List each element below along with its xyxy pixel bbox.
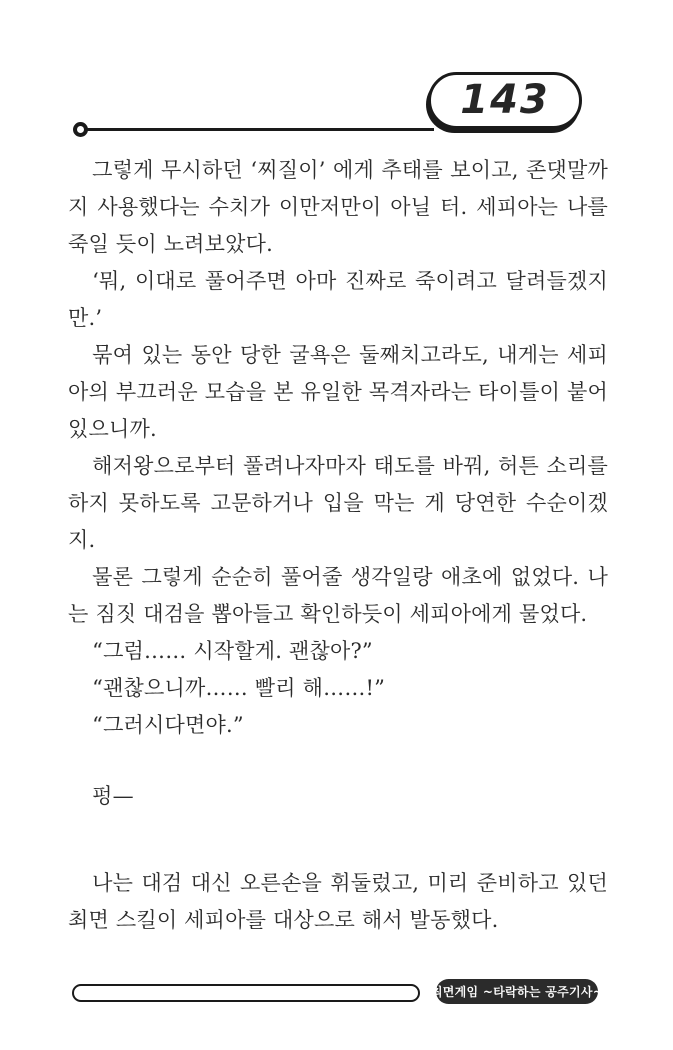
paragraph: 물론 그렇게 순순히 풀어줄 생각일랑 애초에 없었다. 나는 짐짓 대검을 뽑아들고 확인하듯이 세피아에게 물었다. [68, 565, 608, 626]
series-title: 최면게임 ~타락하는 공주기사~ [430, 985, 604, 999]
footer-rule-capsule [72, 984, 420, 1002]
page-number: 143 [460, 76, 550, 123]
page-header [0, 0, 673, 150]
page-footer [0, 970, 673, 1020]
paragraph: 해저왕으로부터 풀려나자마자 태도를 바꿔, 허튼 소리를 하지 못하도록 고문하거나 입을 막는 게 당연한 수순이겠지. [68, 454, 608, 552]
body-text [68, 152, 608, 939]
dialogue-line: “괜찮으니까…… 빨리 해……!” [92, 676, 386, 700]
paragraph: 그렇게 무시하던 ‘찌질이’ 에게 추태를 보이고, 존댓말까지 사용했다는 수치가 이만저만이 아닐 터. 세피아는 나를 죽일 듯이 노려보았다. [68, 158, 608, 256]
page-number-pill [428, 72, 582, 129]
paragraph: 나는 대검 대신 오른손을 휘둘렀고, 미리 준비하고 있던 최면 스킬이 세피아를 대상으로 해서 발동했다. [68, 871, 608, 932]
series-title-badge [430, 979, 604, 1004]
dialogue-line: “그러시다면야.” [92, 713, 244, 737]
paragraph: 묶여 있는 동안 당한 굴욕은 둘째치고라도, 내게는 세피아의 부끄러운 모습을 본 유일한 목격자라는 타이틀이 붙어 있으니까. [68, 343, 608, 441]
header-rule-line [86, 128, 434, 131]
paragraph: ‘뭐, 이대로 풀어주면 아마 진짜로 죽이려고 달려들겠지만.’ [68, 269, 608, 330]
dialogue-line: “그럼…… 시작할게. 괜찮아?” [92, 639, 373, 663]
sound-effect-text: 펑— [92, 784, 134, 808]
